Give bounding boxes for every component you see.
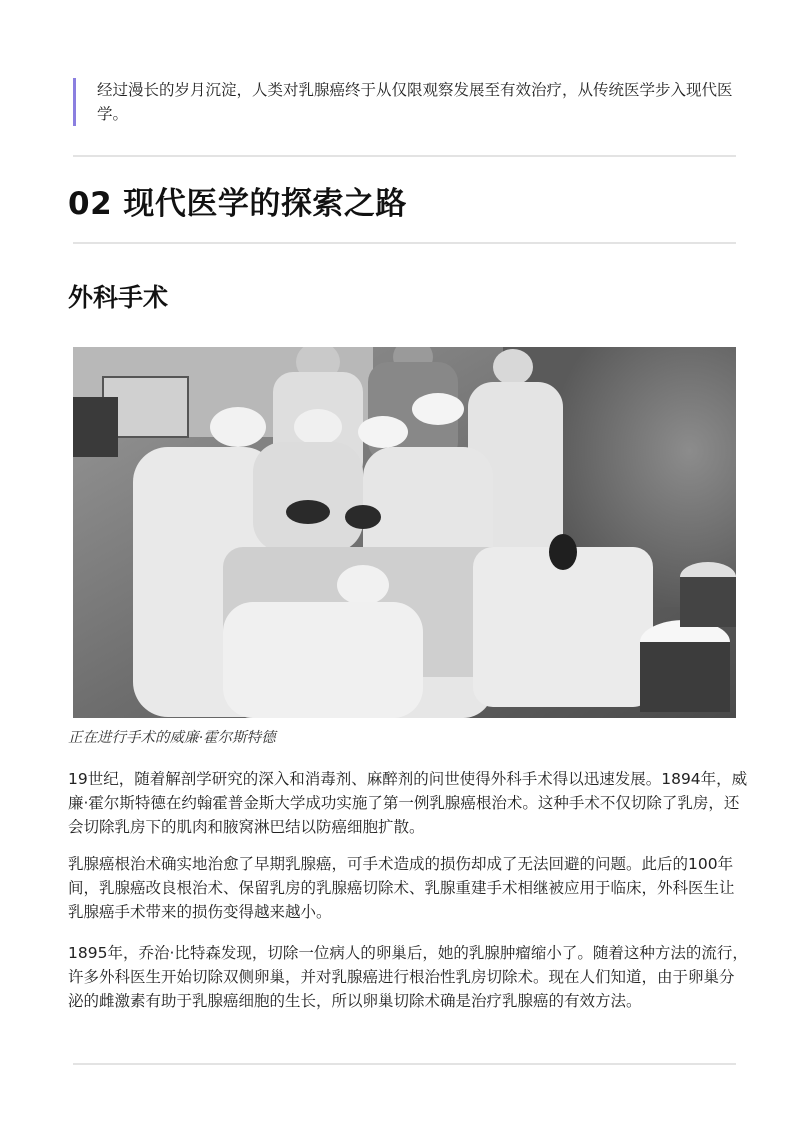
subsection-title: 外科手术 [68, 283, 169, 312]
paragraph-1: 19世纪，随着解剖学研究的深入和消毒剂、麻醉剂的问世使得外科手术得以迅速发展。1894年，威廉·霍尔斯特德在约翰霍普金斯大学成功实施了第一例乳腺癌根治术。这种手术不仅切除了乳房，还会切除乳房下的肌肉和腋窝淋巴结以防癌细胞扩散。 [68, 770, 748, 836]
section-title: 02 现代医学的探索之路 [68, 186, 407, 222]
divider-middle [73, 242, 736, 244]
intro-quote: 经过漫长的岁月沉淀，人类对乳腺癌终于从仅限观察发展至有效治疗，从传统医学步入现代医学。 [73, 78, 743, 126]
surgery-photo [73, 347, 736, 718]
photo-caption: 正在进行手术的威廉·霍尔斯特德 [68, 730, 276, 746]
divider-bottom [73, 1063, 736, 1065]
divider-top [73, 155, 736, 157]
paragraph-2: 乳腺癌根治术确实地治愈了早期乳腺癌，可手术造成的损伤却成了无法回避的问题。此后的100年间，乳腺癌改良根治术、保留乳房的乳腺癌切除术、乳腺重建手术相继被应用于临床，外科医生让乳腺癌手术带来的损伤变得越来越小。 [68, 855, 735, 921]
paragraph-3: 1895年，乔治·比特森发现，切除一位病人的卵巢后，她的乳腺肿瘤缩小了。随着这种方法的流行，许多外科医生开始切除双侧卵巢，并对乳腺癌进行根治性乳房切除术。现在人们知道，由于卵巢分泌的雌激素有助于乳腺癌细胞的生长，所以卵巢切除术确是治疗乳腺癌的有效方法。 [68, 944, 748, 1010]
